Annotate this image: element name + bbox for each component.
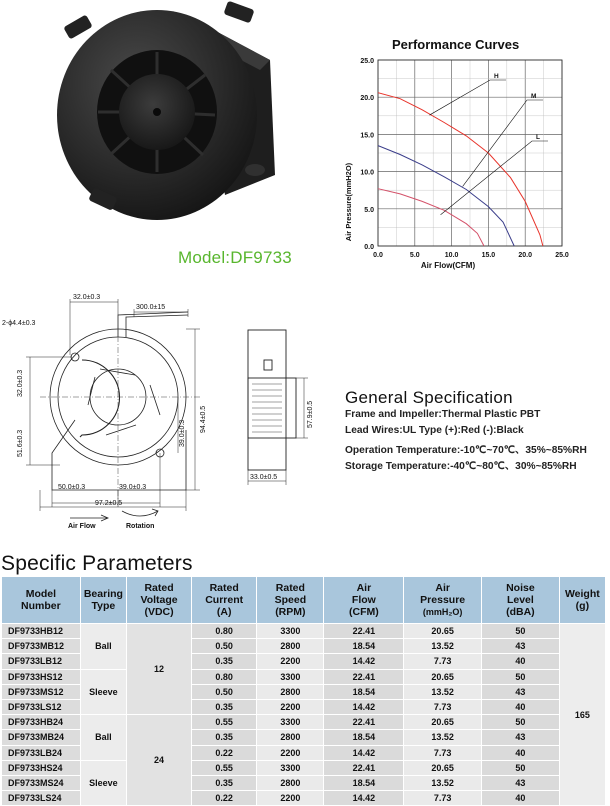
speed-cell: 3300 xyxy=(257,669,324,684)
general-spec-title: General Specification xyxy=(345,388,513,407)
dim-97: 97.2±0.5 xyxy=(95,500,123,507)
flow-cell: 22.41 xyxy=(324,624,404,639)
pressure-cell: 20.65 xyxy=(404,624,482,639)
current-cell: 0.55 xyxy=(192,715,257,730)
speed-cell: 3300 xyxy=(257,760,324,775)
table-row xyxy=(2,669,606,684)
model-number-cell: DF9733MS24 xyxy=(2,775,81,790)
model-number-cell: DF9733LS24 xyxy=(2,791,81,806)
speed-cell: 2800 xyxy=(257,775,324,790)
params-title: Specific Parameters xyxy=(1,552,193,575)
dim-39-bottom: 39.0±0.3 xyxy=(119,484,147,491)
flow-cell: 22.41 xyxy=(324,715,404,730)
flow-cell: 22.41 xyxy=(324,760,404,775)
noise-cell: 50 xyxy=(482,715,560,730)
current-cell: 0.55 xyxy=(192,760,257,775)
pressure-cell: 7.73 xyxy=(404,654,482,669)
pressure-cell: 7.73 xyxy=(404,745,482,760)
model-number-cell: DF9733LS12 xyxy=(2,699,81,714)
current-cell: 0.35 xyxy=(192,699,257,714)
x-axis-label: Air Flow(CFM) xyxy=(420,261,476,270)
series-line-M xyxy=(378,146,514,246)
header-model: Model Number xyxy=(2,577,81,624)
flow-cell: 22.41 xyxy=(324,669,404,684)
pressure-cell: 20.65 xyxy=(404,760,482,775)
params-table xyxy=(1,576,606,806)
series-leader-line xyxy=(441,141,548,215)
bearing-type-cell: Ball xyxy=(80,624,126,670)
model-number-cell: DF9733HS24 xyxy=(2,760,81,775)
pressure-cell: 13.52 xyxy=(404,775,482,790)
noise-cell: 40 xyxy=(482,745,560,760)
dim-57: 57.9±0.5 xyxy=(307,400,314,428)
header-current: Rated Current (A) xyxy=(192,577,257,624)
series-leader-line xyxy=(463,100,543,186)
bearing-type-cell: Sleeve xyxy=(80,760,126,806)
model-number-cell: DF9733HS12 xyxy=(2,669,81,684)
model-number-cell: DF9733LB12 xyxy=(2,654,81,669)
x-tick-label: 5.0 xyxy=(409,252,420,259)
table-header-row xyxy=(2,577,606,624)
current-cell: 0.80 xyxy=(192,669,257,684)
rotation-label: Rotation xyxy=(126,523,155,530)
model-label: Model:DF9733 xyxy=(178,248,292,267)
dim-94: 94.4±0.5 xyxy=(200,405,207,433)
table-row xyxy=(2,715,606,730)
model-number-cell: DF9733LB24 xyxy=(2,745,81,760)
bearing-type-cell: Ball xyxy=(80,715,126,761)
model-number-cell: DF9733HB12 xyxy=(2,624,81,639)
noise-cell: 40 xyxy=(482,654,560,669)
current-cell: 0.35 xyxy=(192,654,257,669)
series-line-L xyxy=(378,189,484,246)
x-tick-label: 25.0 xyxy=(555,252,569,259)
air-flow-label: Air Flow xyxy=(68,523,96,530)
dim-33: 33.0±0.5 xyxy=(250,474,278,481)
x-tick-label: 10.0 xyxy=(444,252,459,259)
dimension-drawing-side xyxy=(230,320,325,495)
header-weight: Weight (g) xyxy=(559,577,605,624)
y-tick-label: 25.0 xyxy=(360,58,374,65)
header-noise: Noise Level (dBA) xyxy=(482,577,560,624)
y-axis-label: Air Pressure(mmH2O) xyxy=(344,162,353,242)
noise-cell: 40 xyxy=(482,699,560,714)
fan-product-image xyxy=(45,0,285,240)
series-label-L: L xyxy=(536,134,540,141)
speed-cell: 2800 xyxy=(257,730,324,745)
current-cell: 0.35 xyxy=(192,775,257,790)
flow-cell: 18.54 xyxy=(324,639,404,654)
pressure-cell: 13.52 xyxy=(404,684,482,699)
series-label-H: H xyxy=(494,73,499,80)
speed-cell: 2800 xyxy=(257,639,324,654)
noise-cell: 50 xyxy=(482,760,560,775)
spec-line-frame: Frame and Impeller:Thermal Plastic PBT xyxy=(345,409,541,420)
chart-series-labels xyxy=(430,73,548,215)
bearing-type-cell: Sleeve xyxy=(80,669,126,715)
spec-line-operation-temp: Operation Temperature:-10℃~70℃、35%~85%RH xyxy=(345,445,587,456)
performance-chart xyxy=(340,52,608,277)
noise-cell: 40 xyxy=(482,791,560,806)
pressure-cell: 13.52 xyxy=(404,639,482,654)
noise-cell: 43 xyxy=(482,775,560,790)
spec-line-wires: Lead Wires:UL Type (+):Red (-):Black xyxy=(345,425,524,436)
header-voltage: Rated Voltage (VDC) xyxy=(127,577,192,624)
flow-cell: 18.54 xyxy=(324,684,404,699)
flow-cell: 14.42 xyxy=(324,745,404,760)
table-row xyxy=(2,624,606,639)
header-bearing: Bearing Type xyxy=(80,577,126,624)
flow-cell: 14.42 xyxy=(324,699,404,714)
noise-cell: 50 xyxy=(482,669,560,684)
dim-32-left: 32.0±0.3 xyxy=(17,369,24,397)
dim-39-right: 39.0±0.3 xyxy=(179,419,186,447)
noise-cell: 43 xyxy=(482,684,560,699)
model-number-cell: DF9733HB24 xyxy=(2,715,81,730)
pressure-cell: 7.73 xyxy=(404,699,482,714)
current-cell: 0.50 xyxy=(192,639,257,654)
x-tick-label: 20.0 xyxy=(518,252,533,259)
flow-cell: 14.42 xyxy=(324,791,404,806)
chart-grid xyxy=(378,60,562,246)
dim-300: 300.0±15 xyxy=(136,304,166,311)
speed-cell: 3300 xyxy=(257,715,324,730)
flow-cell: 14.42 xyxy=(324,654,404,669)
model-number-cell: DF9733MB24 xyxy=(2,730,81,745)
current-cell: 0.80 xyxy=(192,624,257,639)
header-pressure: Air Pressure (mmH₂O) xyxy=(404,577,482,624)
speed-cell: 2200 xyxy=(257,745,324,760)
series-label-M: M xyxy=(531,93,537,100)
pressure-cell: 13.52 xyxy=(404,730,482,745)
noise-cell: 43 xyxy=(482,639,560,654)
x-tick-label: 15.0 xyxy=(481,252,496,259)
speed-cell: 2200 xyxy=(257,791,324,806)
voltage-cell: 24 xyxy=(127,715,192,806)
current-cell: 0.22 xyxy=(192,791,257,806)
y-tick-label: 15.0 xyxy=(360,132,374,140)
voltage-cell: 12 xyxy=(127,624,192,715)
spec-line-storage-temp: Storage Temperature:-40℃~80℃、30%~85%RH xyxy=(345,461,577,472)
model-number-cell: DF9733MS12 xyxy=(2,684,81,699)
speed-cell: 2200 xyxy=(257,699,324,714)
model-number-cell: DF9733MB12 xyxy=(2,639,81,654)
dim-51: 51.6±0.3 xyxy=(17,429,24,457)
noise-cell: 50 xyxy=(482,624,560,639)
header-flow: Air Flow (CFM) xyxy=(324,577,404,624)
flow-cell: 18.54 xyxy=(324,730,404,745)
current-cell: 0.35 xyxy=(192,730,257,745)
header-speed: Rated Speed (RPM) xyxy=(257,577,324,624)
y-tick-label: 0.0 xyxy=(364,244,374,251)
current-cell: 0.22 xyxy=(192,745,257,760)
noise-cell: 43 xyxy=(482,730,560,745)
pressure-cell: 20.65 xyxy=(404,669,482,684)
y-tick-label: 20.0 xyxy=(360,95,374,103)
pressure-cell: 7.73 xyxy=(404,791,482,806)
pressure-cell: 20.65 xyxy=(404,715,482,730)
x-tick-label: 0.0 xyxy=(373,252,383,259)
speed-cell: 2800 xyxy=(257,684,324,699)
dim-32-top: 32.0±0.3 xyxy=(73,294,101,301)
dimension-drawing-front xyxy=(0,285,228,535)
flow-cell: 18.54 xyxy=(324,775,404,790)
dim-hole: 2-ϕ4.4±0.3 xyxy=(2,320,36,327)
current-cell: 0.50 xyxy=(192,684,257,699)
speed-cell: 3300 xyxy=(257,624,324,639)
y-tick-label: 5.0 xyxy=(364,206,374,214)
speed-cell: 2200 xyxy=(257,654,324,669)
weight-cell: 165 xyxy=(559,624,605,806)
table-row xyxy=(2,760,606,775)
y-tick-label: 10.0 xyxy=(360,169,374,177)
chart-title: Performance Curves xyxy=(392,37,520,52)
dim-50: 50.0±0.3 xyxy=(58,484,86,491)
